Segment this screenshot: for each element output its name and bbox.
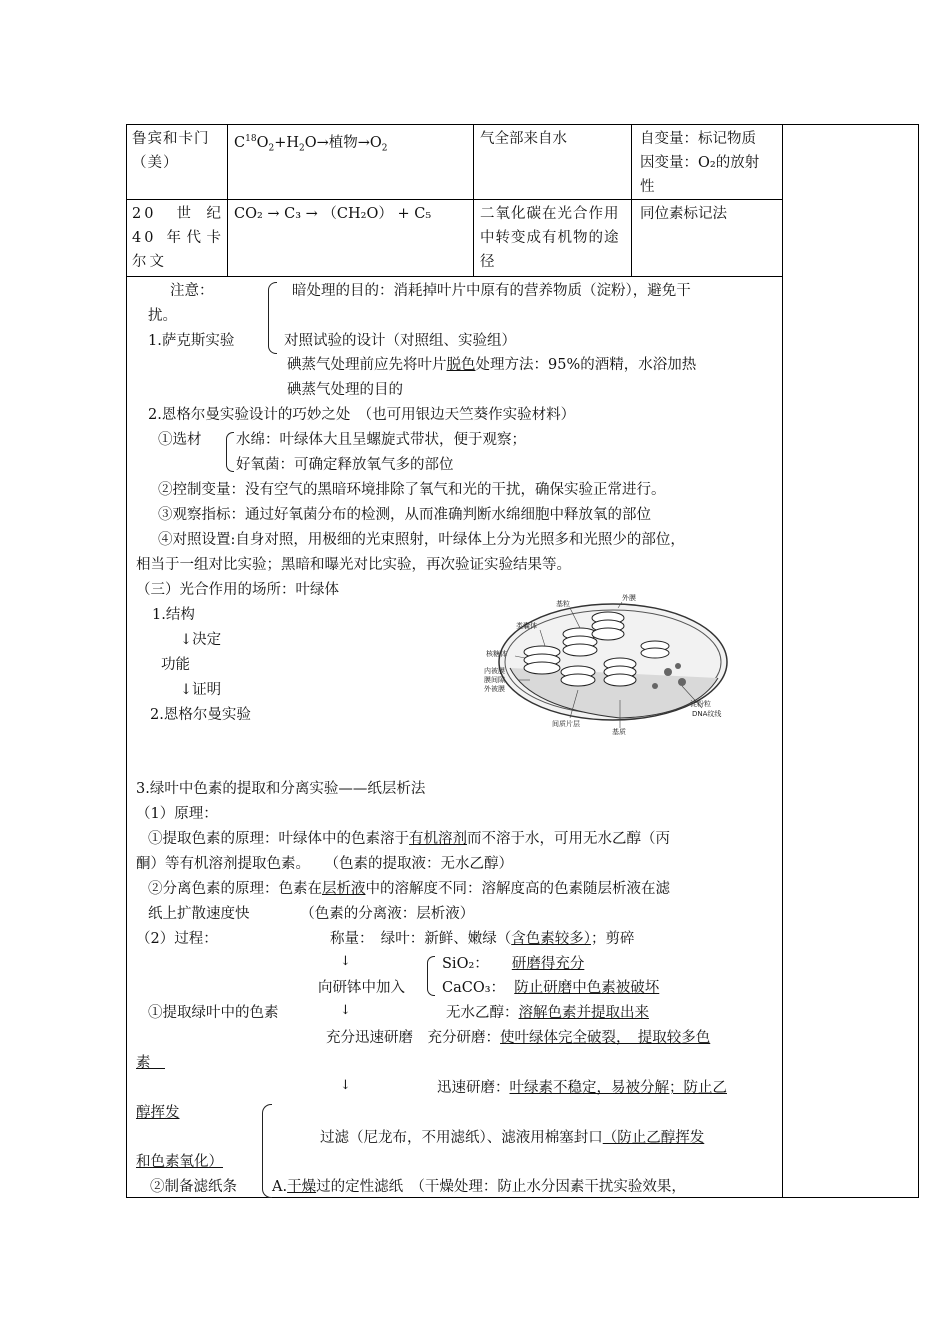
scientist-calvin: 20 世纪 40 年代卡尔文 (132, 206, 224, 270)
control-setting-2: 相当于一组对比实验；黑暗和曝光对比实验，再次验证实验结果等。 (136, 557, 571, 573)
paper-a-row: A.干燥过的定性滤纸 （干燥处理：防止水分因素干扰实验效果， (272, 1179, 686, 1195)
brace-mortar (427, 956, 435, 996)
label-intermembrane: 膜间隙 (484, 676, 505, 684)
right-column-divider (782, 124, 783, 1198)
brace-sachs (268, 282, 277, 354)
process-ruben-kamen: $C^{18}O_2+H_2O\to$植物$\to O_2$ (234, 134, 388, 154)
observation-index: ③观察指标：通过好氧菌分布的检测，从而准确判断水绵细胞中释放氧的部位 (158, 507, 651, 523)
engelmann-title: 2.恩格尔曼实验设计的巧妙之处 （也可用银边天竺葵作实验材料） (148, 407, 576, 423)
pigment-title: 3.绿叶中色素的提取和分离实验——纸层析法 (136, 781, 426, 797)
material-spirogyra: 水绵：叶绿体大且呈螺旋式带状，便于观察； (236, 432, 526, 448)
function-label: 功能 (161, 657, 190, 673)
label-grana: 基粒 (556, 600, 570, 608)
label-dna: DNA纹线 (692, 710, 722, 718)
label-ribosome: 核糖体 (486, 650, 507, 658)
iodine-pretreatment: 碘蒸气处理前应先将叶片脱色处理方法：95%的酒精，水浴加热 (287, 357, 697, 373)
iodine-purpose: 碘蒸气处理的目的 (287, 382, 403, 398)
col-divider-3 (631, 124, 632, 276)
ethanol-row: 无水乙醇：溶解色素并提取出来 (446, 1005, 649, 1021)
col-divider-1 (227, 124, 228, 276)
control-variable: ②控制变量：没有空气的黑暗环境排除了氧气和光的干扰，确保实验正常进行。 (158, 482, 666, 498)
label-outer-membrane: 外被膜 (484, 685, 505, 693)
grind-row: 充分迅速研磨 充分研磨：使叶绿体完全破裂， 提取较多色 (326, 1030, 711, 1046)
material-bacteria: 好氧菌：可确定释放氧气多的部位 (236, 457, 454, 473)
site-title: （三）光合作用的场所：叶绿体 (136, 582, 339, 598)
grind-row-cont: 素 (136, 1055, 165, 1071)
decides-label: ↓决定 (180, 632, 222, 648)
weigh-step: 称量： 绿叶：新鲜、嫩绿（含色素较多）；剪碎 (330, 931, 635, 947)
separate-principle-2: 纸上扩散速度快 （色素的分离液：层析液） (148, 906, 475, 922)
material-label: ①选材 (158, 432, 202, 448)
down-arrow-icon: ↓ (340, 954, 351, 969)
label-inner-membrane: 内被膜 (484, 667, 505, 675)
down-arrow-icon: ↓ (340, 1003, 351, 1018)
brace-material (226, 432, 234, 472)
paper-step-label: ②制备滤纸条 (150, 1179, 237, 1195)
fast-grind-row: 迅速研磨：叶绿素不稳定，易被分解；防止乙 (437, 1080, 727, 1096)
row-divider-1 (126, 199, 782, 200)
extract-principle-2: 酮）等有机溶剂提取色素。 （色素的提取液：无水乙醇） (136, 856, 513, 872)
process-label: （2）过程： (136, 931, 218, 947)
dark-treatment-cont: 扰。 (148, 308, 177, 324)
method-calvin: 同位素标记法 (640, 206, 727, 222)
label-stroma: 基质 (612, 728, 626, 736)
principle-label: （1）原理： (136, 806, 218, 822)
label-thylakoid: 类囊体 (516, 622, 537, 630)
brace-filter (262, 1104, 272, 1198)
sio2-row: SiO₂： 研磨得充分 (442, 956, 585, 972)
label-outer: 外膜 (622, 594, 636, 602)
filter-row: 过滤（尼龙布，不用滤纸）、滤液用棉塞封口（防止乙醇挥发 (320, 1130, 705, 1146)
scientist-ruben-kamen: 鲁宾和卡门（美） (132, 131, 210, 171)
caco3-row: CaCO₃： 防止研磨中色素被破坏 (442, 980, 660, 996)
chloroplast-diagram (470, 590, 732, 740)
method-ruben-kamen: 自变量：标记物质 因变量：O₂的放射 性 (640, 131, 760, 195)
note-label: 注意： (170, 283, 214, 299)
separate-principle-1: ②分离色素的原理：色素在层析液中的溶解度不同：溶解度高的色素随层析液在滤 (148, 881, 670, 897)
extract-principle-1: ①提取色素的原理：叶绿体中的色素溶于有机溶剂而不溶于水，可用无水乙醇（丙 (148, 831, 670, 847)
extract-step-label: ①提取绿叶中的色素 (148, 1005, 279, 1021)
control-setting-1: ④对照设置:自身对照，用极细的光束照射，叶绿体上分为光照多和光照少的部位， (158, 532, 685, 548)
row-divider-2 (126, 276, 782, 277)
engelmann-label: 2.恩格尔曼实验 (150, 707, 251, 723)
structure-label: 1.结构 (152, 607, 195, 623)
conclusion-calvin: 二氧化碳在光合作用中转变成有机物的途径 (480, 206, 620, 270)
dark-treatment-purpose: 暗处理的目的：消耗掉叶片中原有的营养物质（淀粉），避免干 (292, 283, 691, 299)
filter-row-cont: 和色素氧化） (136, 1154, 223, 1170)
down-arrow-icon: ↓ (180, 682, 193, 698)
label-stroma-lamella: 间质片层 (552, 720, 580, 728)
down-arrow-icon: ↓ (340, 1078, 351, 1093)
down-arrow-icon: ↓ (180, 632, 193, 648)
add-to-mortar: 向研钵中加入 (318, 980, 405, 996)
proves-label: ↓证明 (180, 682, 222, 698)
conclusion-ruben-kamen: 气全部来自水 (480, 131, 567, 147)
fast-grind-cont: 醇挥发 (136, 1105, 180, 1121)
sachs-experiment-label: 1.萨克斯实验 (148, 333, 235, 349)
col-divider-2 (473, 124, 474, 276)
control-design: 对照试验的设计（对照组、实验组） (284, 333, 516, 349)
process-calvin: CO₂ → C₃ → （CH₂O） + C₅ (234, 206, 432, 222)
label-starch: 淀粉粒 (690, 700, 711, 708)
